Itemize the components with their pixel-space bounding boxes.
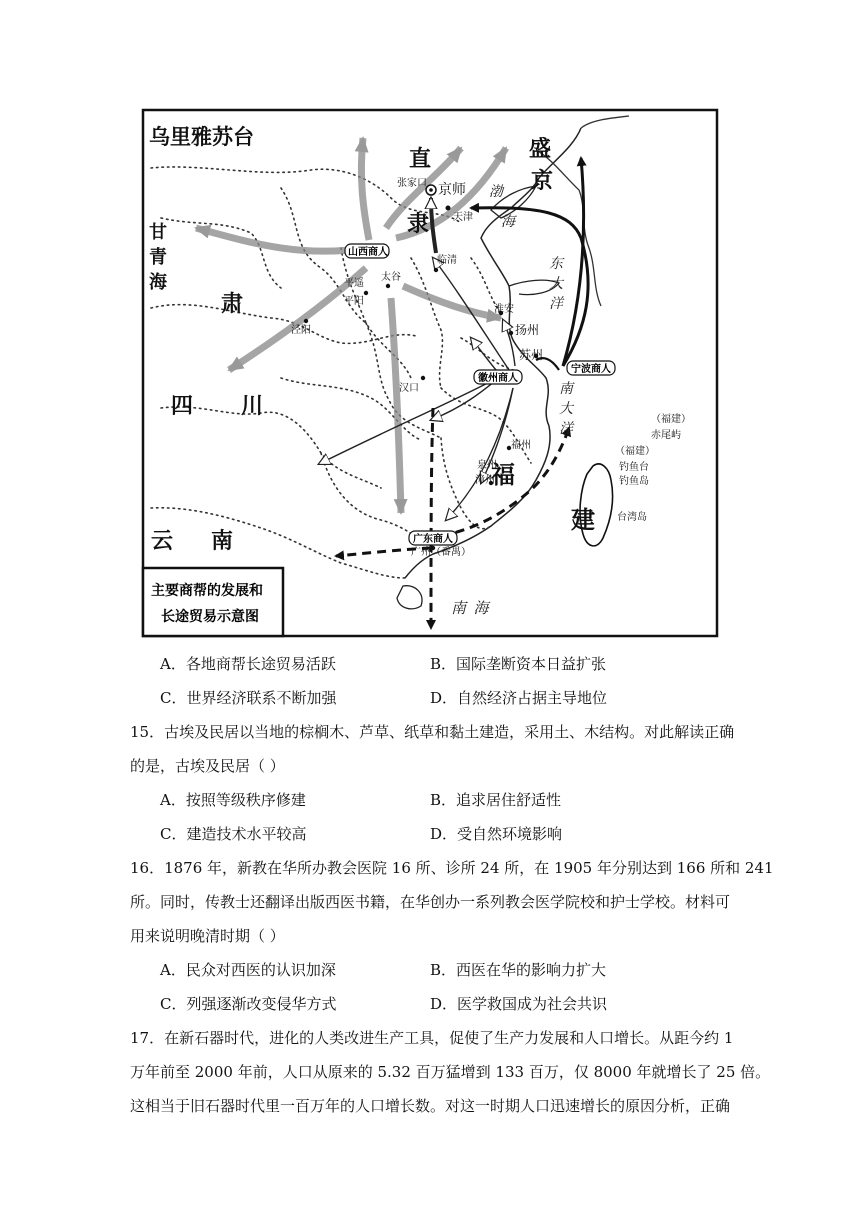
city-taigu: 太谷 xyxy=(381,272,401,283)
q16-option-d: D．医学救国成为社会共识 xyxy=(430,995,608,1013)
region-qinghai-1: 青 xyxy=(149,247,167,267)
q16-stem-line-1: 16．1876 年，新教在华所办教会医院 16 所、诊所 24 所，在 1905 年分别达到 166 所和 241 xyxy=(130,859,774,877)
city-guangzhou: 广州（番禺） xyxy=(411,547,471,558)
legend-line-1: 主要商帮的发展和 xyxy=(151,584,263,599)
sea-nanhai-side-2: 大 xyxy=(559,402,573,417)
city-diaoyudao: 钓鱼岛 xyxy=(619,476,649,487)
q16-option-a: A．民众对西医的认识加深 xyxy=(160,961,336,979)
region-shengjing-1: 盛 xyxy=(529,136,552,161)
region-sichuan-2: 川 xyxy=(241,393,264,418)
sea-donghai-3: 洋 xyxy=(549,297,563,312)
city-diaoyutai: 钓鱼台 xyxy=(619,462,649,473)
q17-stem-line-3: 这相当于旧石器时代里一百万年的人口增长数。对这一时期人口迅速增长的原因分析，正确 xyxy=(130,1097,731,1115)
q15-stem-line-2: 的是，古埃及民居（ ） xyxy=(130,757,285,775)
q15-option-d: D．受自然环境影响 xyxy=(430,825,563,843)
q14-option-d: D．自然经济占据主导地位 xyxy=(430,689,608,707)
city-chiwei-fujian: （福建） xyxy=(651,414,691,425)
q17-stem-line-1: 17．在新石器时代，进化的人类改进生产工具，促使了生产力发展和人口增长。从距今约 1 xyxy=(130,1029,734,1047)
q16-stem-line-2: 所。同时，传教士还翻译出版西医书籍，在华创办一系列教会医学院校和护士学校。材料可 xyxy=(130,893,731,911)
region-wuliyasutai: 乌里雅苏台 xyxy=(149,125,254,149)
city-taiwan: 台湾岛 xyxy=(617,512,647,523)
region-sichuan-1: 四 xyxy=(171,393,194,418)
city-yangzhou: 扬州 xyxy=(515,323,540,337)
city-diaoyu-fujian: （福建） xyxy=(615,446,655,457)
q14-option-c: C．世界经济联系不断加强 xyxy=(160,689,337,707)
city-chiweiyu: 赤尾屿 xyxy=(651,430,681,441)
q17-stem-line-2: 万年前至 2000 年前，人口从原来的 5.32 百万猛增到 133 百万，仅 8000 年就增长了 25 倍。 xyxy=(130,1063,771,1081)
sea-bohai-2: 海 xyxy=(501,215,515,230)
q16-stem-line-3: 用来说明晚清时期（ ） xyxy=(130,927,285,945)
city-fuzhou: 福州 xyxy=(511,440,531,451)
region-gan-1: 甘 xyxy=(149,222,167,242)
q15-stem-line-1: 15．古埃及民居以当地的棕榈木、芦草、纸草和黏土建造，采用土、木结构。对此解读正确 xyxy=(130,723,735,741)
city-quanzhou: 泉州 xyxy=(477,460,497,471)
city-pingyao: 平遥 xyxy=(344,278,364,289)
sea-bohai-1: 渤 xyxy=(489,185,503,200)
q16-option-b: B．西医在华的影响力扩大 xyxy=(430,961,607,979)
merchant-ningbo: 宁波商人 xyxy=(571,364,611,375)
sea-nanhai-side-1: 南 xyxy=(559,382,573,397)
merchant-shanxi: 山西商人 xyxy=(348,247,388,258)
city-zhangzhou: 漳州 xyxy=(475,475,495,486)
city-tianjin: 天津 xyxy=(453,212,473,223)
trade-map xyxy=(141,108,719,638)
merchant-huizhou: 徽州商人 xyxy=(478,373,518,384)
q15-option-a: A．按照等级秩序修建 xyxy=(160,791,306,809)
legend-line-2: 长途贸易示意图 xyxy=(161,610,259,625)
q15-option-b: B．追求居住舒适性 xyxy=(430,791,562,809)
sea-nanhai: 南 海 xyxy=(451,601,489,617)
city-suzhou: 苏州 xyxy=(519,348,544,362)
sea-donghai-2: 大 xyxy=(549,277,563,292)
city-linqing: 临清 xyxy=(437,255,457,266)
region-qinghai-2: 海 xyxy=(149,272,167,292)
region-fujian-mainland: 福 xyxy=(491,463,515,489)
region-yunnan-2: 南 xyxy=(211,528,234,553)
city-hankou: 汉口 xyxy=(399,383,419,394)
region-shengjing-2: 京 xyxy=(531,168,554,193)
sea-nanhai-side-3: 洋 xyxy=(559,422,573,437)
q15-option-c: C．建造技术水平较高 xyxy=(160,825,307,843)
region-zhili-1: 直 xyxy=(409,146,432,171)
city-jingshi: 京师 xyxy=(438,183,466,198)
q14-option-a: A．各地商帮长途贸易活跃 xyxy=(160,655,336,673)
region-fujian-taiwan: 建 xyxy=(571,508,595,534)
city-zhangjiakou: 张家口 xyxy=(397,178,427,189)
region-zhili-2: 隶 xyxy=(407,211,430,236)
city-pingyang: 平阳 xyxy=(344,296,364,307)
region-yunnan-1: 云 xyxy=(151,528,174,553)
map-legend xyxy=(143,568,283,636)
sea-donghai-1: 东 xyxy=(549,257,563,272)
city-huaian: 淮安 xyxy=(494,304,514,315)
q14-option-b: B．国际垄断资本日益扩张 xyxy=(430,655,607,673)
region-gan-2: 肃 xyxy=(221,291,244,316)
merchant-guangdong: 广东商人 xyxy=(413,534,453,545)
q16-option-c: C．列强逐渐改变侵华方式 xyxy=(160,995,337,1013)
city-jingyang: 泾阳 xyxy=(291,325,311,336)
